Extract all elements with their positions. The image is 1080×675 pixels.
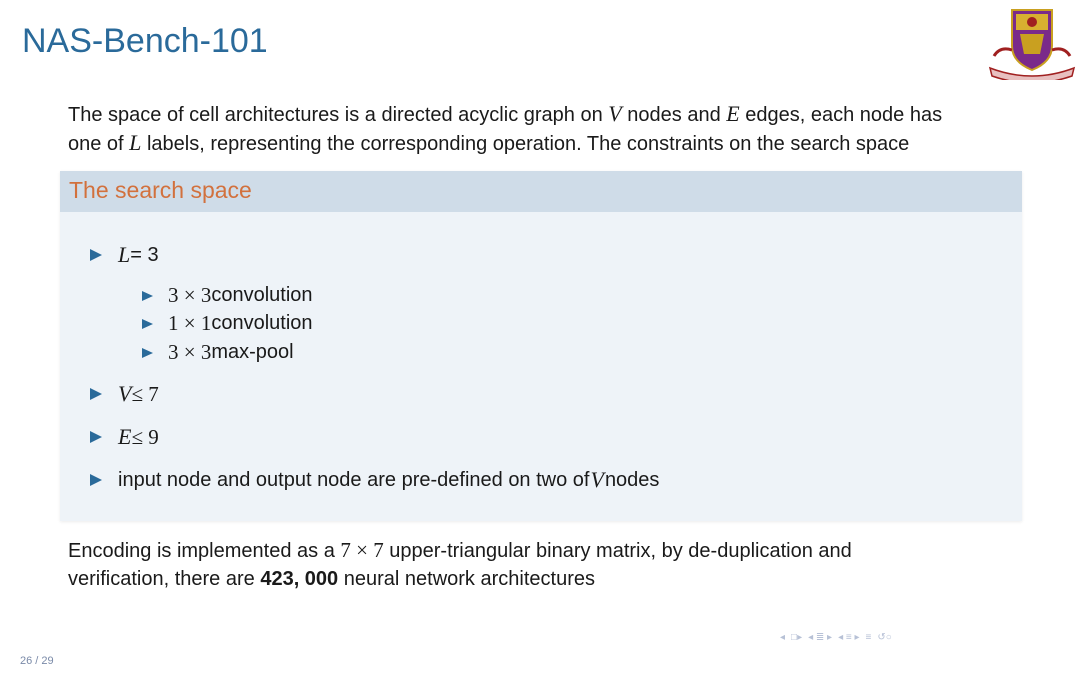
outro-text-1: Encoding is implemented as a (68, 540, 341, 562)
outro-line-2 (68, 565, 1028, 593)
item-rest: ≤ 7 (131, 381, 159, 406)
item-text: input node and output node are pre-defined on two of (118, 468, 590, 491)
outro-bold-count: 423, 000 (260, 568, 339, 590)
intro-line-2 (68, 129, 1028, 158)
item-math: E (118, 424, 132, 449)
list-item-l (90, 242, 159, 268)
item-math: V (118, 381, 132, 406)
outro-line-1 (68, 536, 1028, 565)
outro-text-3: verification, there are (68, 568, 261, 590)
item-rest: = 3 (130, 243, 159, 266)
outro-text-2: upper-triangular binary matrix, by de-duplication and (383, 540, 852, 562)
outro-text-4: neural network architectures (338, 568, 595, 590)
sub-item-conv1 (142, 311, 313, 336)
sub-item-maxpool (142, 340, 294, 365)
bullet-triangle-icon (90, 388, 102, 400)
bullet-triangle-icon (90, 474, 102, 486)
item-math: V (590, 467, 604, 492)
bullet-triangle-icon (90, 431, 102, 443)
intro-text-3: edges, each node has (739, 104, 943, 126)
sub-item-math: 3 × 3 (168, 283, 212, 307)
beamer-navigation-bar[interactable] (780, 630, 1075, 644)
block-heading: The search space (60, 171, 1022, 212)
intro-line-1 (68, 100, 1028, 129)
bullet-triangle-icon (142, 319, 153, 329)
list-item-e (90, 424, 159, 450)
intro-paragraph (68, 100, 1028, 158)
list-item-v (90, 381, 159, 407)
nav-frame-icon[interactable]: □▸ (791, 631, 803, 643)
intro-text-1: The space of cell architectures is a directed acyclic graph on (68, 104, 609, 126)
intro-text-4: one of (68, 133, 130, 155)
nav-align-icon[interactable]: ≡ (865, 631, 872, 643)
intro-math-l: L (129, 130, 142, 155)
bullet-triangle-icon (90, 249, 102, 261)
outro-paragraph (68, 536, 1028, 593)
intro-text-2: nodes and (621, 104, 727, 126)
nav-section-icon[interactable]: ◂ ≡ ▸ (838, 631, 860, 643)
sub-item-text: convolution (211, 312, 313, 334)
nav-first-icon[interactable]: ◂ (780, 631, 786, 643)
bullet-triangle-icon (142, 291, 153, 301)
slide-title: NAS-Bench-101 (22, 22, 268, 60)
page-number: 26 / 29 (20, 655, 54, 667)
sub-item-text: max-pool (211, 341, 294, 363)
item-rest: ≤ 9 (131, 424, 159, 449)
nav-subsection-icon[interactable]: ◂ ≣ ▸ (808, 631, 833, 643)
sub-item-math: 3 × 3 (168, 340, 212, 364)
bullet-triangle-icon (142, 348, 153, 358)
sub-item-conv3 (142, 283, 313, 308)
list-item-io (90, 467, 659, 493)
nav-search-icon[interactable]: ↺○ (877, 631, 892, 643)
sub-item-text: convolution (211, 284, 313, 306)
item-math: L (118, 242, 131, 267)
sub-item-math: 1 × 1 (168, 311, 212, 335)
university-crest-icon (986, 6, 1078, 80)
outro-math: 7 × 7 (340, 538, 384, 562)
item-rest: nodes (604, 468, 660, 491)
intro-text-5: labels, representing the corresponding operation. The constraints on the search space (141, 133, 910, 155)
intro-math-v: V (608, 101, 622, 126)
intro-math-e: E (726, 101, 740, 126)
